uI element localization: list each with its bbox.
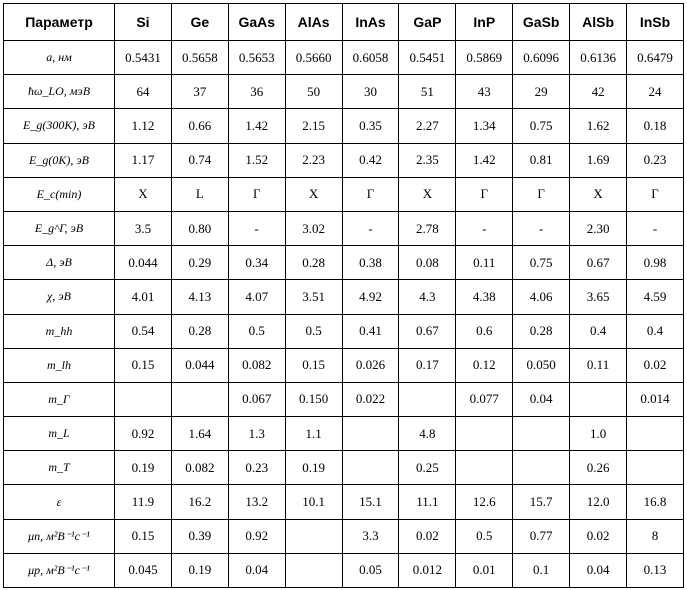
table-cell (456, 417, 513, 451)
table-cell: 1.69 (570, 143, 627, 177)
table-cell: 1.3 (228, 417, 285, 451)
table-cell: 0.6096 (513, 41, 570, 75)
table-cell: 0.05 (342, 553, 399, 587)
header-material: AlSb (570, 4, 627, 41)
table-row (4, 109, 684, 143)
table-row (4, 246, 684, 280)
table-cell: 2.35 (399, 143, 456, 177)
table-row (4, 485, 684, 519)
table-cell: 0.4 (570, 314, 627, 348)
table-cell: 12.0 (570, 485, 627, 519)
table-cell: 0.5653 (228, 41, 285, 75)
table-cell: - (228, 211, 285, 245)
table-cell: 3.02 (285, 211, 342, 245)
table-cell: 0.082 (228, 348, 285, 382)
table-row (4, 451, 684, 485)
header-material: GaP (399, 4, 456, 41)
table-cell: 0.74 (171, 143, 228, 177)
table-cell: 1.42 (228, 109, 285, 143)
table-row (4, 417, 684, 451)
table-cell: 2.78 (399, 211, 456, 245)
table-row (4, 314, 684, 348)
table-row (4, 41, 684, 75)
table-cell: 0.012 (399, 553, 456, 587)
table-cell: 0.02 (399, 519, 456, 553)
table-row (4, 348, 684, 382)
table-cell: 1.64 (171, 417, 228, 451)
table-cell: 42 (570, 75, 627, 109)
table-cell: 0.6136 (570, 41, 627, 75)
table-cell: 2.23 (285, 143, 342, 177)
table-cell: 0.42 (342, 143, 399, 177)
table-cell: 0.5 (456, 519, 513, 553)
table-cell: 0.38 (342, 246, 399, 280)
table-cell: L (171, 177, 228, 211)
table-cell: 29 (513, 75, 570, 109)
table-cell: 2.27 (399, 109, 456, 143)
table-cell: 0.11 (456, 246, 513, 280)
table-cell: 1.12 (115, 109, 172, 143)
table-row (4, 382, 684, 416)
header-material: GaAs (228, 4, 285, 41)
table-cell: 11.9 (115, 485, 172, 519)
table-cell: 0.28 (171, 314, 228, 348)
table-cell: Γ (456, 177, 513, 211)
table-cell: 0.35 (342, 109, 399, 143)
row-param-label: m_hh (4, 314, 115, 348)
table-cell: 0.19 (285, 451, 342, 485)
table-cell: 0.17 (399, 348, 456, 382)
table-cell: 0.02 (570, 519, 627, 553)
table-cell: 15.1 (342, 485, 399, 519)
table-cell: 0.15 (285, 348, 342, 382)
table-cell: 50 (285, 75, 342, 109)
table-row (4, 211, 684, 245)
table-cell: 0.28 (285, 246, 342, 280)
row-param-label: E_g(0K), эВ (4, 143, 115, 177)
table-cell: 1.0 (570, 417, 627, 451)
table-cell: 0.5660 (285, 41, 342, 75)
table-cell: 4.38 (456, 280, 513, 314)
header-material: GaSb (513, 4, 570, 41)
row-param-label: χ, эВ (4, 280, 115, 314)
table-cell: 0.04 (513, 382, 570, 416)
table-cell: 0.29 (171, 246, 228, 280)
table-cell (456, 451, 513, 485)
table-cell: 64 (115, 75, 172, 109)
table-cell: 0.044 (171, 348, 228, 382)
row-param-label: E_c(min) (4, 177, 115, 211)
header-row (4, 4, 684, 41)
table-cell (513, 417, 570, 451)
table-cell: 2.15 (285, 109, 342, 143)
header-material: Si (115, 4, 172, 41)
table-cell: 24 (627, 75, 684, 109)
row-param-label: a, нм (4, 41, 115, 75)
table-cell: 0.18 (627, 109, 684, 143)
table-cell: 3.5 (115, 211, 172, 245)
header-material: InP (456, 4, 513, 41)
table-cell: 10.1 (285, 485, 342, 519)
table-cell: 13.2 (228, 485, 285, 519)
table-cell: 0.026 (342, 348, 399, 382)
row-param-label: ε (4, 485, 115, 519)
table-cell: 0.92 (228, 519, 285, 553)
table-cell: 1.42 (456, 143, 513, 177)
table-cell: Γ (342, 177, 399, 211)
table-cell (399, 382, 456, 416)
table-cell: 0.5658 (171, 41, 228, 75)
table-cell: 0.12 (456, 348, 513, 382)
table-cell: 0.022 (342, 382, 399, 416)
table-cell: Γ (627, 177, 684, 211)
table-cell: X (285, 177, 342, 211)
table-row (4, 519, 684, 553)
table-cell: 0.77 (513, 519, 570, 553)
row-param-label: m_lh (4, 348, 115, 382)
table-cell: 0.19 (115, 451, 172, 485)
table-cell: 1.62 (570, 109, 627, 143)
table-cell: 0.014 (627, 382, 684, 416)
header-material: InSb (627, 4, 684, 41)
table-cell: 0.23 (627, 143, 684, 177)
table-cell: 3.65 (570, 280, 627, 314)
row-param-label: ħω_LO, мэВ (4, 75, 115, 109)
table-cell: 0.6479 (627, 41, 684, 75)
table-cell: 0.39 (171, 519, 228, 553)
header-param: Параметр (4, 4, 115, 41)
row-param-label: μn, м²В⁻¹с⁻¹ (4, 519, 115, 553)
table-cell (342, 417, 399, 451)
table-cell (285, 519, 342, 553)
table-cell: X (399, 177, 456, 211)
table-cell: 4.8 (399, 417, 456, 451)
table-cell: 0.67 (399, 314, 456, 348)
table-cell: - (627, 211, 684, 245)
table-cell: 0.04 (570, 553, 627, 587)
table-cell: 15.7 (513, 485, 570, 519)
table-cell: 0.25 (399, 451, 456, 485)
table-cell: 36 (228, 75, 285, 109)
table-cell: 0.15 (115, 519, 172, 553)
table-cell: 0.13 (627, 553, 684, 587)
table-cell: 0.04 (228, 553, 285, 587)
table-cell: - (342, 211, 399, 245)
table-cell (570, 382, 627, 416)
row-param-label: m_L (4, 417, 115, 451)
table-cell: 0.5451 (399, 41, 456, 75)
table-cell (627, 417, 684, 451)
table-cell: 4.06 (513, 280, 570, 314)
table-cell: - (456, 211, 513, 245)
table-cell: 0.54 (115, 314, 172, 348)
table-cell: 0.5 (285, 314, 342, 348)
table-cell: 0.34 (228, 246, 285, 280)
table-cell: 4.59 (627, 280, 684, 314)
table-cell: 0.5 (228, 314, 285, 348)
table-cell: 1.52 (228, 143, 285, 177)
table-cell: 4.01 (115, 280, 172, 314)
table-cell: X (570, 177, 627, 211)
table-cell (513, 451, 570, 485)
table-cell: 0.23 (228, 451, 285, 485)
table-row (4, 143, 684, 177)
table-cell: 0.050 (513, 348, 570, 382)
row-param-label: Δ, эВ (4, 246, 115, 280)
table-cell: 0.1 (513, 553, 570, 587)
table-cell: 0.01 (456, 553, 513, 587)
table-cell: 0.81 (513, 143, 570, 177)
table-cell: 3.51 (285, 280, 342, 314)
header-material: AlAs (285, 4, 342, 41)
table-cell: 0.082 (171, 451, 228, 485)
table-cell: 0.4 (627, 314, 684, 348)
table-cell: 4.07 (228, 280, 285, 314)
table-cell (627, 451, 684, 485)
table-cell: - (513, 211, 570, 245)
table-row (4, 177, 684, 211)
table-cell: 0.28 (513, 314, 570, 348)
table-cell: 1.34 (456, 109, 513, 143)
table-cell: 0.92 (115, 417, 172, 451)
table-body (4, 41, 684, 588)
table-cell: 0.67 (570, 246, 627, 280)
table-cell: 0.41 (342, 314, 399, 348)
row-param-label: E_g^Γ, эВ (4, 211, 115, 245)
table-cell: 2.30 (570, 211, 627, 245)
table-cell: 0.75 (513, 109, 570, 143)
header-material: Ge (171, 4, 228, 41)
table-cell: 0.98 (627, 246, 684, 280)
table-cell: 4.3 (399, 280, 456, 314)
table-cell (115, 382, 172, 416)
row-param-label: E_g(300K), эВ (4, 109, 115, 143)
table-cell: 51 (399, 75, 456, 109)
table-cell: 0.66 (171, 109, 228, 143)
table-cell: 12.6 (456, 485, 513, 519)
table-cell: 4.13 (171, 280, 228, 314)
table-cell: Γ (513, 177, 570, 211)
table-cell: 0.80 (171, 211, 228, 245)
table-cell: 16.8 (627, 485, 684, 519)
table-cell: 0.26 (570, 451, 627, 485)
table-cell: 1.17 (115, 143, 172, 177)
header-material: InAs (342, 4, 399, 41)
table-cell: 0.044 (115, 246, 172, 280)
table-cell: 0.02 (627, 348, 684, 382)
table-cell: 16.2 (171, 485, 228, 519)
table-cell: Γ (228, 177, 285, 211)
table-cell: 11.1 (399, 485, 456, 519)
table-cell: 0.5431 (115, 41, 172, 75)
table-cell (342, 451, 399, 485)
table-cell: 0.15 (115, 348, 172, 382)
table-cell: 37 (171, 75, 228, 109)
table-cell: 0.6 (456, 314, 513, 348)
table-cell: 4.92 (342, 280, 399, 314)
table-cell: 0.19 (171, 553, 228, 587)
row-param-label: m_Γ (4, 382, 115, 416)
row-param-label: μp, м²В⁻¹с⁻¹ (4, 553, 115, 587)
table-row (4, 553, 684, 587)
table-cell: 0.077 (456, 382, 513, 416)
table-cell: 1.1 (285, 417, 342, 451)
table-cell: 0.11 (570, 348, 627, 382)
table-cell: 0.08 (399, 246, 456, 280)
table-cell: 8 (627, 519, 684, 553)
table-cell: 43 (456, 75, 513, 109)
row-param-label: m_T (4, 451, 115, 485)
table-cell: 0.067 (228, 382, 285, 416)
table-cell (171, 382, 228, 416)
semiconductor-parameters-table (3, 3, 684, 588)
table-cell: 0.150 (285, 382, 342, 416)
table-cell: X (115, 177, 172, 211)
table-cell: 3.3 (342, 519, 399, 553)
table-cell: 0.6058 (342, 41, 399, 75)
table-cell: 0.75 (513, 246, 570, 280)
table-cell: 30 (342, 75, 399, 109)
table-cell (285, 553, 342, 587)
table-row (4, 280, 684, 314)
table-cell: 0.5869 (456, 41, 513, 75)
table-row (4, 75, 684, 109)
table-cell: 0.045 (115, 553, 172, 587)
